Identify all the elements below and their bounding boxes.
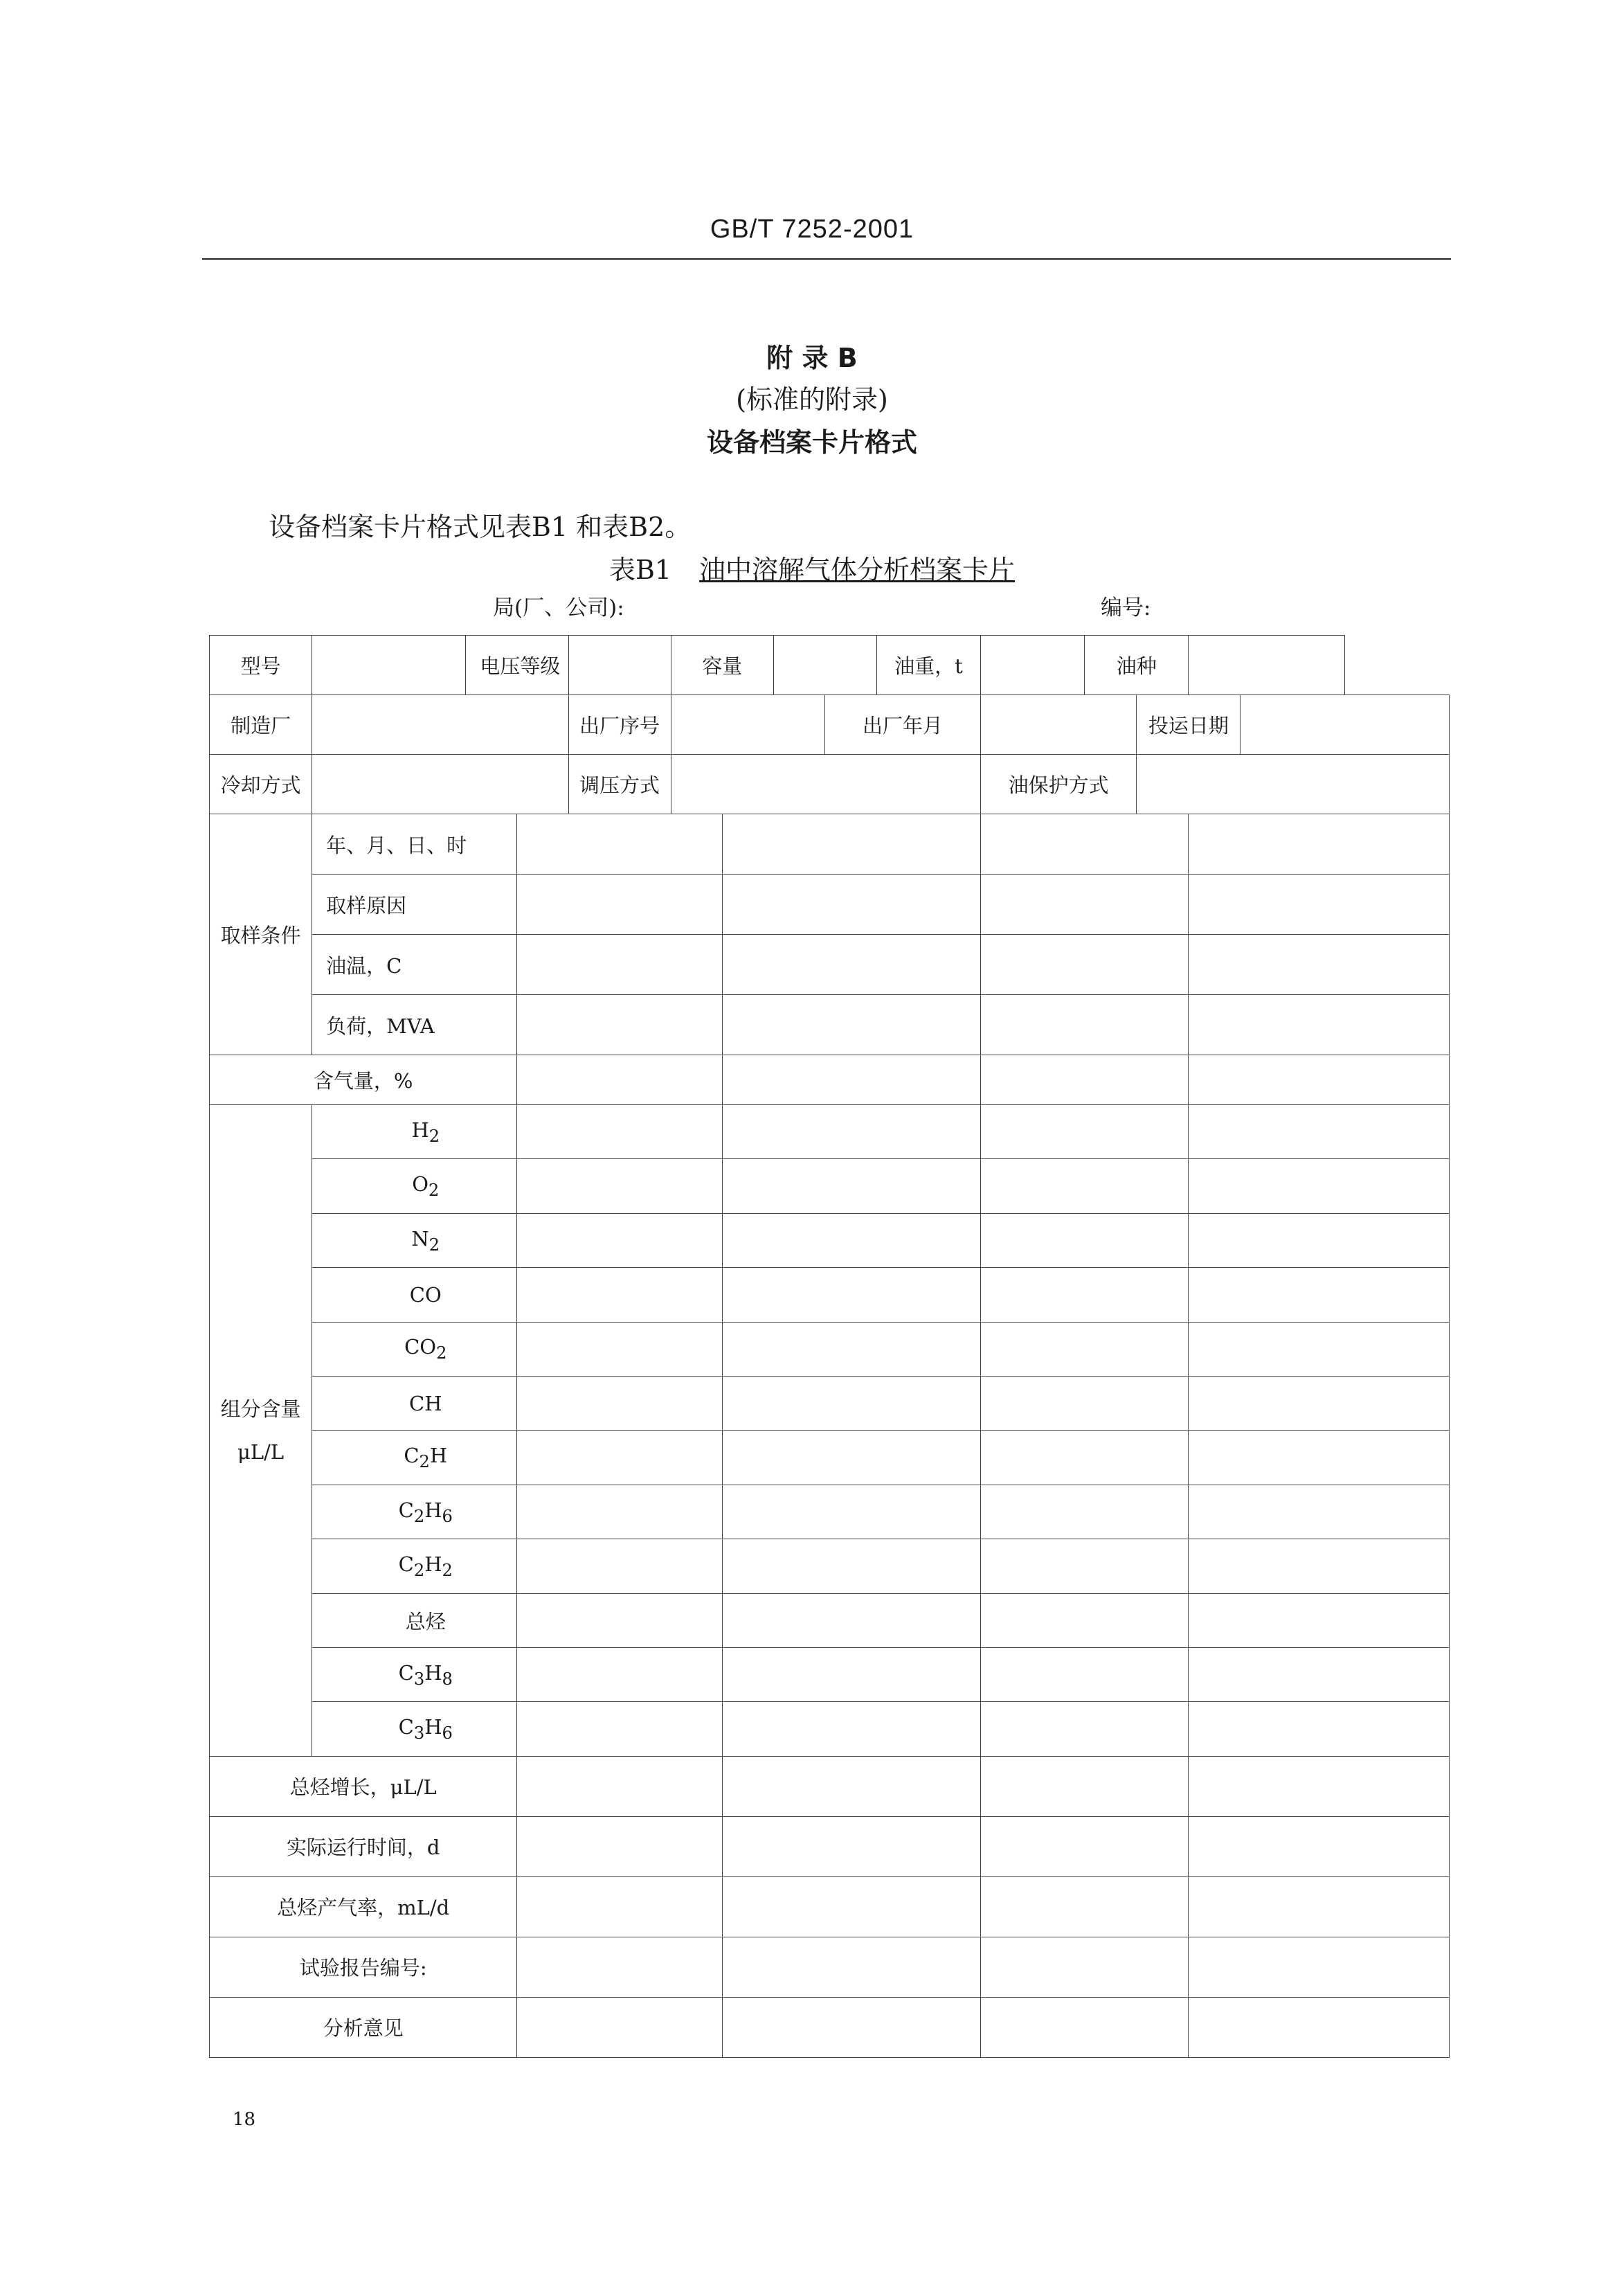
data-cell xyxy=(1189,1322,1450,1376)
gas-formula-base: CO xyxy=(404,1335,437,1359)
data-cell xyxy=(1189,1816,1450,1876)
sampling-item-label: 负荷，MVA xyxy=(312,995,517,1055)
gas-formula-sub: 2 xyxy=(428,1180,440,1200)
info-value-cell xyxy=(981,695,1137,755)
summary-row xyxy=(210,1997,1450,2057)
data-cell xyxy=(517,1937,722,1997)
component-group-label xyxy=(210,1105,312,1757)
gas-formula-base: N xyxy=(411,1226,429,1251)
data-cell xyxy=(722,1159,980,1213)
info-label: 制造厂 xyxy=(210,695,312,755)
appendix-title: 附 录 B xyxy=(766,343,858,373)
component-row xyxy=(210,1431,1450,1485)
data-cell xyxy=(722,1105,980,1159)
data-cell xyxy=(981,875,1189,935)
info-row-2 xyxy=(210,695,1450,755)
component-row xyxy=(210,1376,1450,1430)
gas-formula-tail: H xyxy=(424,1498,442,1522)
data-cell xyxy=(1189,1539,1450,1593)
data-cell xyxy=(1189,1756,1450,1816)
summary-row xyxy=(210,1937,1450,1997)
info-label: 油种 xyxy=(1085,636,1189,695)
table-number: 表B1 xyxy=(608,555,672,585)
gas-name xyxy=(312,1593,517,1647)
component-row xyxy=(210,1593,1450,1647)
gas-name xyxy=(312,1105,517,1159)
component-group-unit: μL/L xyxy=(237,1440,285,1464)
gas-formula-sub: 3 xyxy=(413,1723,425,1743)
gas-formula-sub: 2 xyxy=(428,1235,440,1255)
info-row-3 xyxy=(210,755,1450,814)
data-cell xyxy=(517,1876,722,1937)
data-cell xyxy=(1189,1485,1450,1539)
summary-label: 总烃增长，μL/L xyxy=(210,1756,517,1816)
data-cell xyxy=(517,1055,722,1105)
data-cell xyxy=(981,1702,1189,1756)
info-value-cell xyxy=(312,755,568,814)
data-cell xyxy=(517,1756,722,1816)
data-cell xyxy=(1189,1593,1450,1647)
table-caption xyxy=(0,548,1624,586)
data-cell xyxy=(1189,1702,1450,1756)
data-cell xyxy=(981,1816,1189,1876)
gas-name xyxy=(312,1539,517,1593)
gas-name xyxy=(312,1485,517,1539)
gas-formula-base: 总烃 xyxy=(405,1609,446,1633)
sampling-item-label: 油温，C xyxy=(312,935,517,995)
data-cell xyxy=(1189,875,1450,935)
data-cell xyxy=(517,935,722,995)
data-cell xyxy=(1189,995,1450,1055)
data-cell xyxy=(722,1702,980,1756)
summary-row xyxy=(210,1876,1450,1937)
data-cell xyxy=(517,1593,722,1647)
summary-row xyxy=(210,1816,1450,1876)
data-cell xyxy=(517,814,722,875)
info-value-cell xyxy=(773,636,876,695)
standard-code: GB/T 7252-2001 xyxy=(710,215,914,244)
data-cell xyxy=(517,1268,722,1322)
info-row-1 xyxy=(210,636,1450,695)
gas-name xyxy=(312,1376,517,1430)
data-cell xyxy=(517,1105,722,1159)
info-value-cell xyxy=(981,636,1085,695)
gas-name xyxy=(312,1268,517,1322)
info-value-cell xyxy=(568,636,671,695)
info-label: 投运日期 xyxy=(1137,695,1240,755)
info-label: 电压等级 xyxy=(466,636,568,695)
gas-name xyxy=(312,1647,517,1701)
data-cell xyxy=(722,814,980,875)
gas-formula-tail: H xyxy=(424,1552,442,1576)
data-cell xyxy=(1189,1997,1450,2057)
gas-formula-sub: 2 xyxy=(428,1126,440,1146)
data-cell xyxy=(981,1756,1189,1816)
data-cell xyxy=(1189,814,1450,875)
data-cell xyxy=(517,1159,722,1213)
gas-formula-base: C xyxy=(398,1552,414,1576)
serial-label: 编号: xyxy=(1101,595,1151,620)
info-value-cell xyxy=(312,636,466,695)
data-cell xyxy=(981,1647,1189,1701)
data-cell xyxy=(517,1431,722,1485)
data-cell xyxy=(517,1997,722,2057)
data-cell xyxy=(981,1159,1189,1213)
page-number: 18 xyxy=(233,2109,256,2130)
component-row xyxy=(210,1213,1450,1267)
gas-formula-sub: 2 xyxy=(419,1451,430,1471)
info-value-cell xyxy=(671,695,824,755)
info-value-cell xyxy=(312,695,568,755)
gas-formula-base: C xyxy=(398,1660,414,1685)
sampling-group-label: 取样条件 xyxy=(210,814,312,1055)
data-cell xyxy=(1189,1647,1450,1701)
data-cell xyxy=(981,935,1189,995)
info-value-cell xyxy=(1137,755,1450,814)
info-value-cell xyxy=(671,755,980,814)
gas-name xyxy=(312,1702,517,1756)
gas-formula-tail: H xyxy=(429,1444,448,1468)
data-cell xyxy=(981,814,1189,875)
sampling-row xyxy=(210,875,1450,935)
summary-label: 分析意见 xyxy=(210,1997,517,2057)
bureau-label: 局(厂、公司): xyxy=(493,595,624,620)
gas-content-row xyxy=(210,1055,1450,1105)
data-cell xyxy=(722,935,980,995)
table-title: 油中溶解气体分析档案卡片 xyxy=(699,555,1016,585)
gas-formula-sub: 2 xyxy=(413,1560,425,1580)
gas-formula-base: C xyxy=(398,1715,414,1739)
data-cell xyxy=(1189,1268,1450,1322)
data-cell xyxy=(722,1816,980,1876)
data-cell xyxy=(722,1268,980,1322)
data-cell xyxy=(517,995,722,1055)
data-cell xyxy=(517,1485,722,1539)
data-cell xyxy=(981,1105,1189,1159)
sampling-item-label: 取样原因 xyxy=(312,875,517,935)
component-row xyxy=(210,1485,1450,1539)
data-cell xyxy=(1189,1876,1450,1937)
appendix-heading: 设备档案卡片格式 xyxy=(706,427,917,458)
component-row xyxy=(210,1105,1450,1159)
data-cell xyxy=(981,1485,1189,1539)
data-cell xyxy=(722,1376,980,1430)
info-label: 出厂序号 xyxy=(568,695,671,755)
info-label: 冷却方式 xyxy=(210,755,312,814)
data-cell xyxy=(517,1376,722,1430)
data-cell xyxy=(722,1322,980,1376)
appendix-subtitle: (标准的附录) xyxy=(736,384,888,415)
data-cell xyxy=(517,1539,722,1593)
info-value-cell xyxy=(1240,695,1450,755)
data-cell xyxy=(1189,935,1450,995)
component-row xyxy=(210,1539,1450,1593)
gas-formula-tail: H xyxy=(424,1660,442,1685)
data-cell xyxy=(517,1816,722,1876)
data-cell xyxy=(517,1647,722,1701)
data-cell xyxy=(1189,1937,1450,1997)
data-cell xyxy=(981,1876,1189,1937)
gas-name xyxy=(312,1213,517,1267)
data-cell xyxy=(1189,1055,1450,1105)
data-cell xyxy=(981,1431,1189,1485)
info-label: 容量 xyxy=(671,636,773,695)
gas-formula-sub2: 8 xyxy=(442,1669,453,1689)
data-cell xyxy=(981,1539,1189,1593)
data-cell xyxy=(1189,1105,1450,1159)
data-cell xyxy=(1189,1376,1450,1430)
info-label: 油重，t xyxy=(876,636,980,695)
sampling-item-label: 年、月、日、时 xyxy=(312,814,517,875)
data-cell xyxy=(722,1937,980,1997)
info-label: 型号 xyxy=(210,636,312,695)
data-cell xyxy=(722,1055,980,1105)
sampling-row xyxy=(210,814,1450,875)
info-label: 油保护方式 xyxy=(981,755,1137,814)
component-row xyxy=(210,1268,1450,1322)
data-cell xyxy=(722,1485,980,1539)
data-cell xyxy=(1189,1213,1450,1267)
data-cell xyxy=(722,1997,980,2057)
data-cell xyxy=(722,1213,980,1267)
gas-name xyxy=(312,1159,517,1213)
data-cell xyxy=(517,1213,722,1267)
gas-formula-base: CH xyxy=(409,1391,442,1415)
data-cell xyxy=(517,1322,722,1376)
data-cell xyxy=(981,1593,1189,1647)
gas-formula-sub2: 2 xyxy=(442,1560,453,1580)
gas-formula-sub: 2 xyxy=(413,1506,425,1526)
data-cell xyxy=(981,1937,1189,1997)
summary-label: 总烃产气率，mL/d xyxy=(210,1876,517,1937)
data-cell xyxy=(722,875,980,935)
data-cell xyxy=(981,1055,1189,1105)
summary-label: 试验报告编号: xyxy=(210,1937,517,1997)
gas-formula-tail: H xyxy=(424,1715,442,1739)
summary-row xyxy=(210,1756,1450,1816)
gas-formula-base: CO xyxy=(409,1282,442,1307)
header-divider xyxy=(202,258,1451,260)
component-row xyxy=(210,1322,1450,1376)
data-cell xyxy=(981,1376,1189,1430)
info-label: 出厂年月 xyxy=(824,695,980,755)
data-cell xyxy=(1189,1159,1450,1213)
data-cell xyxy=(981,995,1189,1055)
data-cell xyxy=(517,875,722,935)
component-row xyxy=(210,1647,1450,1701)
gas-formula-base: C xyxy=(398,1498,414,1522)
gas-formula-base: H xyxy=(411,1118,429,1142)
data-cell xyxy=(981,1322,1189,1376)
data-cell xyxy=(722,1756,980,1816)
data-cell xyxy=(1189,1431,1450,1485)
data-cell xyxy=(722,1593,980,1647)
gas-name xyxy=(312,1431,517,1485)
data-cell xyxy=(722,1539,980,1593)
sampling-row xyxy=(210,935,1450,995)
gas-formula-sub2: 6 xyxy=(442,1723,453,1743)
data-cell xyxy=(722,1647,980,1701)
component-group-title: 组分含量 xyxy=(220,1397,301,1421)
gas-formula-sub2: 6 xyxy=(442,1506,453,1526)
intro-paragraph: 设备档案卡片格式见表B1 和表B2。 xyxy=(269,512,692,542)
data-cell xyxy=(722,1431,980,1485)
sampling-row xyxy=(210,995,1450,1055)
data-cell xyxy=(981,1997,1189,2057)
data-cell xyxy=(517,1702,722,1756)
gas-content-label: 含气量，% xyxy=(210,1055,517,1105)
gas-name xyxy=(312,1322,517,1376)
data-cell xyxy=(981,1268,1189,1322)
component-row xyxy=(210,1159,1450,1213)
summary-label: 实际运行时间，d xyxy=(210,1816,517,1876)
data-cell xyxy=(981,1213,1189,1267)
gas-formula-sub: 2 xyxy=(436,1343,447,1363)
component-row xyxy=(210,1702,1450,1756)
data-cell xyxy=(722,1876,980,1937)
data-cell xyxy=(722,995,980,1055)
info-label: 调压方式 xyxy=(568,755,671,814)
gas-formula-base: C xyxy=(404,1444,419,1468)
gas-analysis-card-table xyxy=(209,635,1450,2058)
info-value-cell xyxy=(1189,636,1344,695)
gas-formula-base: O xyxy=(412,1172,428,1197)
gas-formula-sub: 3 xyxy=(413,1669,425,1689)
